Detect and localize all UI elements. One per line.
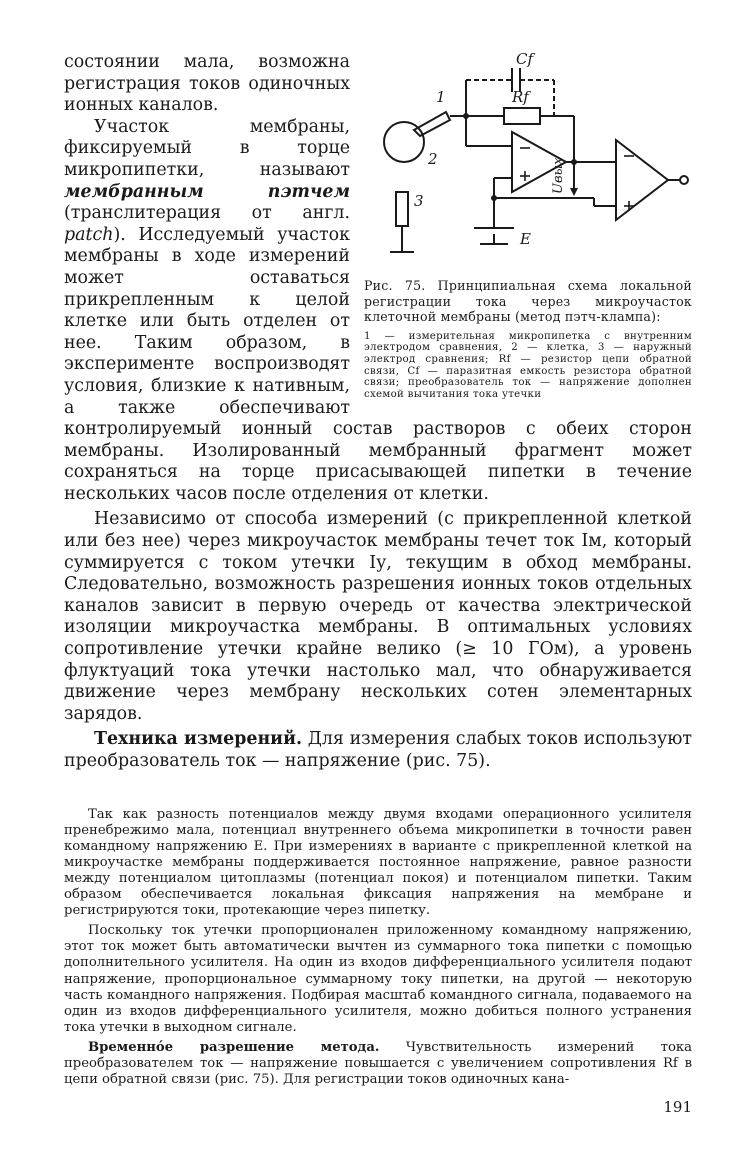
term-patch: patch	[64, 224, 114, 245]
paragraph-2-part-c: (транслитерация от англ.	[64, 203, 350, 224]
label-e: E	[520, 230, 531, 248]
figure-75	[364, 52, 692, 400]
micropipette-shape	[414, 112, 450, 136]
paragraph-2-part-a: Участок мембраны, фиксируемый в торце микропипетки, называют	[64, 116, 350, 180]
label-2: 2	[428, 150, 438, 168]
paragraph-4	[64, 729, 692, 772]
label-1: 1	[436, 88, 446, 106]
figure-caption: Рис. 75. Принципиальная схема локальной регистрации тока через микроучасток клеточной мембраны (метод пэтч-клампа):	[364, 278, 692, 325]
patch-clamp-circuit-diagram	[364, 52, 692, 278]
small-print-section	[64, 807, 692, 1089]
paragraph-1: состоянии мала, возможна регистрация токов одиночных ионных каналов.	[64, 52, 350, 116]
heading-time-resolution: Временнóе разрешение метода.	[88, 1039, 380, 1055]
label-uout: Uвых	[551, 157, 566, 194]
small-paragraph-2: Поскольку ток утечки пропорционален приложенному командному напряжению, этот ток может быть автоматически вычтен из суммарного тока пипетки с помощью дополнительного усилителя. На один из входов дифференциального усилителя подают напряжение, пропорциональное суммарному току пипетки, на другой — некоторую часть командного напряжения. Подбирая масштаб командного сигнала, подаваемого на один из входов дифференциального усилителя, можно добиться полного устранения тока утечки в выходном сигнале.	[64, 923, 692, 1035]
op-amp-2	[616, 140, 668, 220]
label-3: 3	[414, 192, 424, 210]
heading-measurement-technique: Техника измерений.	[94, 729, 303, 750]
page-number: 191	[663, 1098, 692, 1116]
page-content	[64, 52, 692, 1092]
term-membrane-patch: мембранным пэтчем	[64, 181, 350, 202]
resistor-rf	[504, 108, 540, 124]
paragraph-4-text: Для измерения слабых токов используют преобразователь ток — напряжение (рис. 75).	[64, 729, 693, 771]
paragraph-3: Независимо от способа измерений (с прикрепленной клеткой или без нее) через микроучасток мембраны течет ток Iм, который суммируется с током утечки Iу, текущим в обход мембраны. Следовательно, возможность разрешения ионных токов отдельных каналов зависит в первую очередь от качества электрической изоляции микроучастка мембраны. В оптимальных условиях сопротивление утечки крайне велико (≥ 10 ГОм), а уровень флуктуаций тока утечки настолько мал, что обнаруживается движение через мембрану нескольких сотен элементарных зарядов.	[64, 509, 692, 724]
small-paragraph-3-text: Чувствительность измерений тока преобразователем ток — напряжение повышается с увеличением сопротивления Rf в цепи обратной связи (рис. 75). Для регистрации токов одиночных кана-	[64, 1039, 692, 1088]
label-cf: Cf	[516, 52, 534, 68]
small-paragraph-3	[64, 1040, 692, 1088]
main-text	[64, 52, 692, 773]
small-paragraph-1: Так как разность потенциалов между двумя входами операционного усилителя пренебрежимо мала, потенциал внутреннего объема микропипетки в точности равен командному напряжению E. При измерениях в варианте с прикрепленной клеткой на микроучастке мембраны поддерживается постоянное напряжение, равное разности между потенциалом цитоплазмы (потенциал покоя) и потенциалом пипетки. Таким образом обеспечивается локальная фиксация напряжения на мембране и регистрируются токи, протекающие через пипетку.	[64, 806, 692, 919]
figure-legend: 1 — измерительная микропипетка с внутренним электродом сравнения, 2 — клетка, 3 — наружный электрод сравнения; Rf — резистор цепи обратной связи, Cf — паразитная емкость резистора обратной связи; преобразователь ток — напряжение дополнен схемой вычитания тока утечки	[364, 330, 692, 400]
label-rf: Rf	[512, 88, 529, 106]
paragraph-2-part-e: ). Исследуемый участок мембраны в ходе измерений может оставаться прикрепленным к целой клетке или быть отделен от нее. Таким образом, в эксперименте воспроизводят условия, близкие к нативным, а также обеспечивают контролируемый ионный состав растворов с обеих сторон мембраны. Изолированный мембранный фрагмент может сохраняться на торце присасывающей пипетки в течение нескольких часов после отделения от клетки.	[64, 224, 692, 504]
electrode-3	[396, 192, 408, 226]
